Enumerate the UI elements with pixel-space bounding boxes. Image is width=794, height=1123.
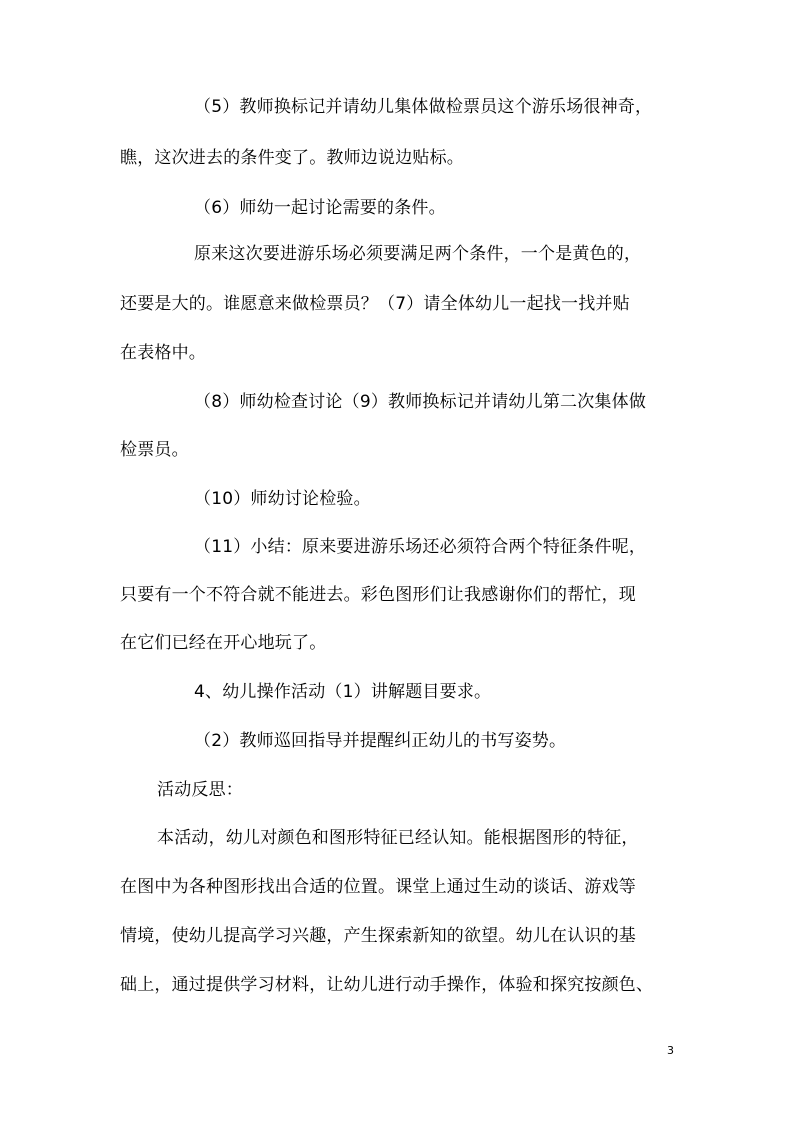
text-line: （6）师幼一起讨论需要的条件。 [194, 198, 446, 218]
text-line: 瞧，这次进去的条件变了。教师边说边贴标。 [120, 148, 464, 168]
text-line: 在表格中。 [120, 343, 206, 363]
text-line: 本活动，幼儿对颜色和图形特征已经认知。能根据图形的特征， [157, 828, 639, 848]
text-line: 础上，通过提供学习材料，让幼儿进行动手操作，体验和探究按颜色、 [120, 975, 654, 995]
text-line: （8）师幼检查讨论（9）教师换标记并请幼儿第二次集体做 [194, 392, 647, 412]
text-line: 原来这次要进游乐场必须要满足两个条件，一个是黄色的， [194, 244, 642, 264]
text-line: 活动反思： [157, 780, 243, 800]
text-line: 情境，使幼儿提高学习兴趣，产生探索新知的欲望。幼儿在认识的基 [120, 926, 636, 946]
text-line: 还要是大的。谁愿意来做检票员？（7）请全体幼儿一起找一找并贴 [120, 294, 630, 314]
page-number: 3 [667, 1044, 674, 1057]
text-line: （5）教师换标记并请幼儿集体做检票员这个游乐场很神奇， [194, 97, 653, 117]
text-line: （11）小结：原来要进游乐场还必须符合两个特征条件呢， [194, 537, 647, 557]
text-line: （2）教师巡回指导并提醒纠正幼儿的书写姿势。 [194, 731, 567, 751]
text-line: （10）师幼讨论检验。 [194, 489, 371, 509]
text-line: 只要有一个不符合就不能进去。彩色图形们让我感谢你们的帮忙，现 [120, 585, 636, 605]
text-line: 在它们已经在开心地玩了。 [120, 633, 327, 653]
text-line: 检票员。 [120, 440, 189, 460]
text-line: 4、幼儿操作活动（1）讲解题目要求。 [194, 682, 492, 702]
text-line: 在图中为各种图形找出合适的位置。课堂上通过生动的谈话、游戏等 [120, 877, 636, 897]
